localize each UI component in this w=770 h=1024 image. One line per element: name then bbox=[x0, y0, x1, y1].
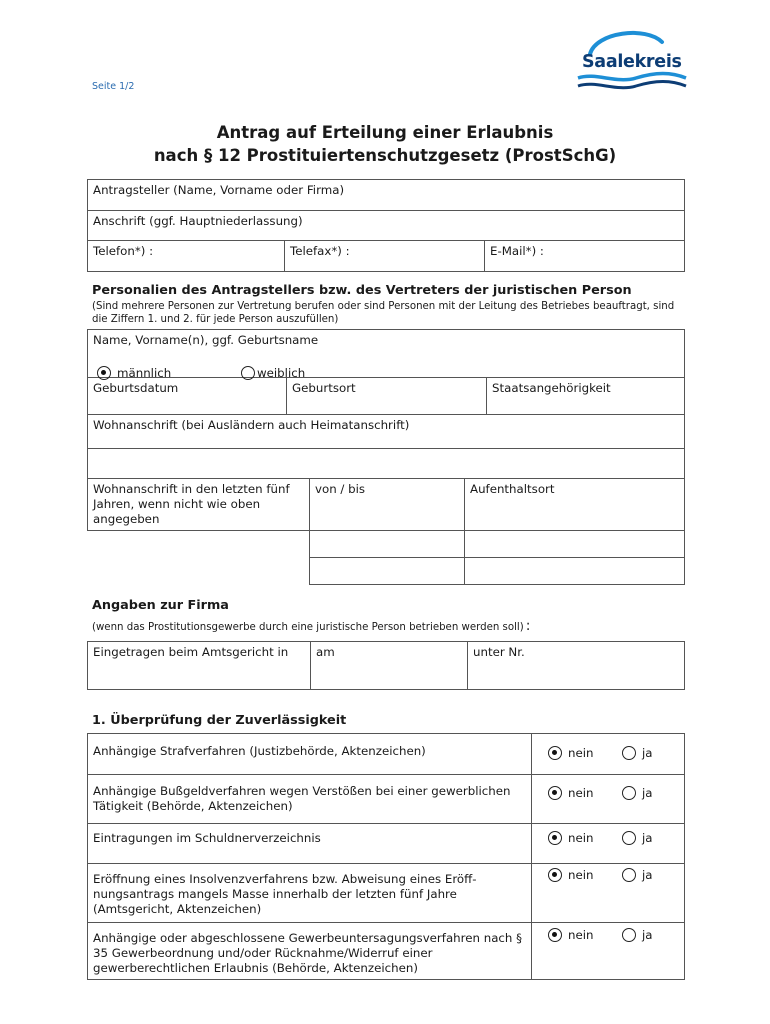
reliability-item-5: Anhängige oder abgeschlossene Gewerbeuntersagungsverfahren nach § 35 Gewerbeordnung und/oder Rücknahme/Widerruf einer gewerberechtlichen Erlaubnis (Behörde, Aktenzeichen) bbox=[88, 923, 532, 980]
personal-heading: Personalien des Antragstellers bzw. des Vertreters der juristischen Person bbox=[92, 283, 632, 298]
logo-text: Saalekreis bbox=[582, 52, 682, 72]
person-name-label: Name, Vorname(n), ggf. Geburtsname bbox=[93, 333, 319, 347]
stay-place-field-3[interactable] bbox=[465, 558, 685, 585]
phone-field[interactable]: Telefon*) : bbox=[88, 241, 285, 272]
birthdate-field[interactable]: Geburtsdatum bbox=[88, 378, 287, 415]
item5-no-option[interactable]: nein bbox=[548, 927, 594, 942]
applicant-address-field[interactable]: Anschrift (ggf. Hauptniederlassung) bbox=[88, 211, 685, 241]
birthplace-field[interactable]: Geburtsort bbox=[287, 378, 487, 415]
item3-yes-option[interactable]: ja bbox=[622, 830, 653, 845]
register-number-field[interactable]: unter Nr. bbox=[468, 642, 685, 690]
reliability-table bbox=[87, 733, 685, 980]
item2-no-option[interactable]: nein bbox=[548, 785, 594, 800]
item4-no-option[interactable]: nein bbox=[548, 867, 594, 882]
from-to-field-3[interactable] bbox=[310, 558, 465, 585]
from-to-field[interactable]: von / bis bbox=[310, 479, 465, 531]
prev-residence-label: Wohnanschrift in den letzten fünf Jahren, wenn nicht wie oben angegeben bbox=[88, 479, 310, 531]
company-note: (wenn das Prostitutionsgewerbe durch eine juristische Person betrieben werden soll) : bbox=[92, 618, 531, 634]
court-field[interactable]: Eingetragen beim Amtsgericht in bbox=[88, 642, 311, 690]
residence-field-extra[interactable] bbox=[88, 449, 685, 479]
company-table bbox=[87, 641, 685, 690]
personal-note: (Sind mehrere Personen zur Vertretung berufen oder sind Personen mit der Leitung des Betriebes beauftragt, sind die Ziffern 1. und 2. für jede Person auszufüllen) bbox=[92, 301, 675, 325]
stay-place-field[interactable]: Aufenthaltsort bbox=[465, 479, 685, 531]
reliability-item-4: Eröffnung eines Insolvenzverfahrens bzw. Abweisung eines Eröff-nungsantrags mangels Masse innerhalb der letzten fünf Jahre (Amtsgericht, Aktenzeichen) bbox=[88, 864, 532, 923]
company-heading: Angaben zur Firma bbox=[92, 598, 229, 613]
reliability-item-1: Anhängige Strafverfahren (Justizbehörde, Aktenzeichen) bbox=[88, 734, 532, 775]
radio-selected-icon[interactable] bbox=[97, 366, 111, 380]
saalekreis-logo bbox=[576, 28, 688, 98]
from-to-field-2[interactable] bbox=[310, 531, 465, 558]
item1-yes-option[interactable]: ja bbox=[622, 745, 653, 760]
item2-yes-option[interactable]: ja bbox=[622, 785, 653, 800]
person-name-field[interactable] bbox=[88, 330, 685, 378]
form-title-line2: nach § 12 Prostituiertenschutzgesetz (ProstSchG) bbox=[153, 146, 617, 165]
form-title-line1: Antrag auf Erteilung einer Erlaubnis bbox=[216, 123, 554, 142]
residence-field[interactable]: Wohnanschrift (bei Ausländern auch Heimatanschrift) bbox=[88, 415, 685, 449]
item5-yes-option[interactable]: ja bbox=[622, 927, 653, 942]
item1-no-option[interactable]: nein bbox=[548, 745, 594, 760]
personal-table bbox=[87, 329, 685, 479]
prev-residence-table bbox=[87, 478, 685, 585]
page-number: Seite 1/2 bbox=[92, 81, 135, 92]
gender-male-option[interactable]: männlich bbox=[97, 362, 171, 381]
item3-no-option[interactable]: nein bbox=[548, 830, 594, 845]
gender-female-option[interactable]: weiblich bbox=[241, 362, 305, 381]
radio-empty-icon[interactable] bbox=[241, 366, 255, 380]
date-field[interactable]: am bbox=[311, 642, 468, 690]
item4-yes-option[interactable]: ja bbox=[622, 867, 653, 882]
stay-place-field-2[interactable] bbox=[465, 531, 685, 558]
reliability-heading: 1. Überprüfung der Zuverlässigkeit bbox=[92, 713, 347, 728]
reliability-item-2: Anhängige Bußgeldverfahren wegen Verstößen bei einer gewerblichen Tätigkeit (Behörde, Aktenzeichen) bbox=[88, 775, 532, 824]
email-field[interactable]: E-Mail*) : bbox=[485, 241, 685, 272]
fax-field[interactable]: Telefax*) : bbox=[285, 241, 485, 272]
applicant-name-field[interactable]: Antragsteller (Name, Vorname oder Firma) bbox=[88, 180, 685, 211]
reliability-item-3: Eintragungen im Schuldnerverzeichnis bbox=[88, 824, 532, 864]
nationality-field[interactable]: Staatsangehörigkeit bbox=[487, 378, 685, 415]
applicant-table bbox=[87, 179, 685, 272]
